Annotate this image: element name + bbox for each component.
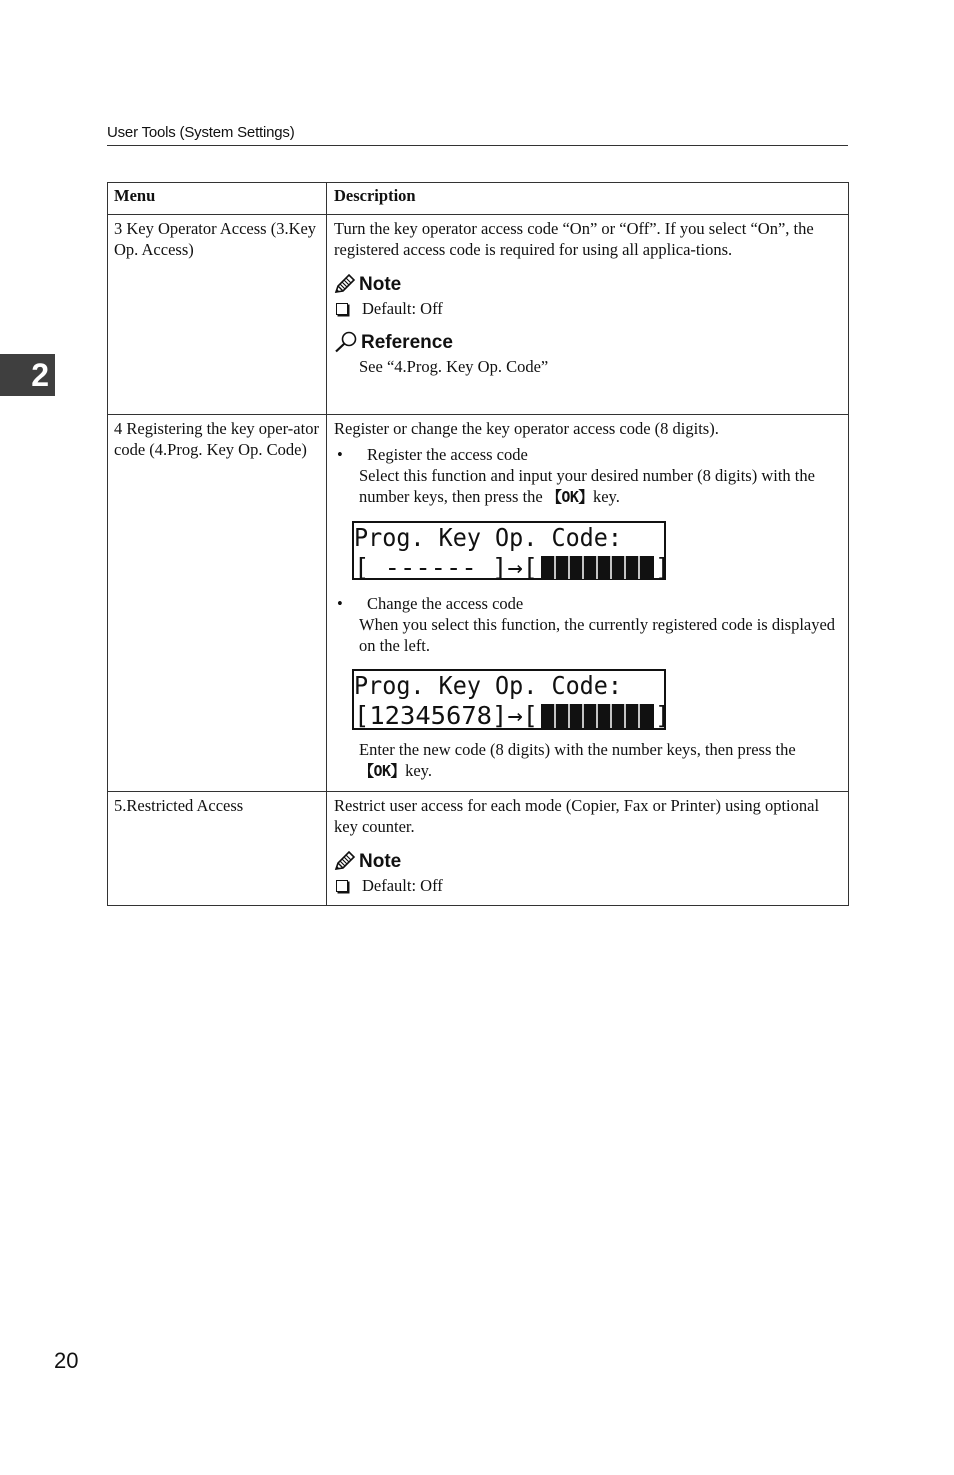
table-row <box>108 215 849 415</box>
description-cell <box>327 215 849 415</box>
lcd-screen <box>354 671 671 730</box>
bullet-title: Change the access code <box>367 594 524 613</box>
chapter-tab: 2 <box>0 354 55 396</box>
after-text-body: Enter the new code (8 digits) with the number keys, then press the <box>359 740 796 759</box>
reference-heading <box>334 330 840 354</box>
running-header <box>107 122 848 146</box>
settings-table <box>107 182 849 906</box>
menu-cell: 5.Restricted Access <box>108 792 327 906</box>
description-text: Register or change the key operator access code (8 digits). <box>334 419 719 438</box>
bullet-body-text: Select this function and input your desired number (8 digits) with the number keys, then press the <box>359 466 815 506</box>
bullet-body <box>334 465 840 508</box>
lcd-cursor-blocks <box>541 704 654 728</box>
ok-key-label: 【OK】 <box>359 762 406 780</box>
note-item <box>334 875 840 896</box>
bullet-title: Register the access code <box>367 445 528 464</box>
ok-key-label: 【OK】 <box>546 488 593 506</box>
list-item <box>334 593 840 614</box>
table-row <box>108 792 849 906</box>
checkbox-bullet-icon <box>336 303 348 315</box>
lcd-display-register <box>352 521 671 582</box>
page-number: 20 <box>54 1348 79 1373</box>
note-item-text: Default: Off <box>362 299 443 318</box>
description-text: Restrict user access for each mode (Copier, Fax or Printer) using optional key counter. <box>334 796 820 836</box>
lcd-cursor-blocks <box>541 556 654 579</box>
lcd-line-2: [12345678]→[ <box>354 701 538 730</box>
reference-label: Reference <box>361 331 453 353</box>
menu-column-header: Menu <box>108 183 327 215</box>
note-item-text: Default: Off <box>362 876 443 895</box>
description-cell <box>327 415 849 792</box>
after-text-end: key. <box>405 761 432 780</box>
description-cell <box>327 792 849 906</box>
after-text <box>334 739 840 782</box>
bullet-body: When you select this function, the currently registered code is displayed on the left. <box>359 615 836 655</box>
description-column-header: Description <box>327 183 849 215</box>
pencil-icon <box>334 851 356 871</box>
table-row <box>108 415 849 792</box>
table-header-row <box>108 183 849 215</box>
lcd-line-1: Prog. Key Op. Code: <box>354 671 622 700</box>
menu-cell: 3 Key Operator Access (3.Key Op. Access) <box>108 215 327 415</box>
lcd-display-change <box>352 669 671 730</box>
lcd-line-2: [ ------ ]→[ <box>354 553 538 582</box>
note-heading <box>334 849 840 873</box>
lcd-screen <box>354 523 671 582</box>
bullet-body-text-end: key. <box>592 487 620 506</box>
bullet-icon: • <box>337 594 343 613</box>
note-heading <box>334 272 840 296</box>
note-label: Note <box>359 273 402 295</box>
lcd-bracket-close: ] <box>655 701 671 730</box>
lcd-line-1: Prog. Key Op. Code: <box>354 523 622 552</box>
list-item <box>334 444 840 465</box>
header-title: User Tools (System Settings) <box>107 124 295 141</box>
checkbox-bullet-icon <box>336 880 348 892</box>
note-label: Note <box>359 850 402 872</box>
description-text: Turn the key operator access code “On” or “Off”. If you select “On”, the registered access code is required for using all applica-tions. <box>334 219 814 259</box>
bullet-icon: • <box>337 445 343 464</box>
pencil-icon <box>334 274 356 294</box>
magnifier-icon <box>334 331 358 353</box>
note-item <box>334 298 840 319</box>
reference-text: See “4.Prog. Key Op. Code” <box>359 357 549 376</box>
lcd-bracket-close: ] <box>655 553 671 582</box>
menu-cell: 4 Registering the key oper-ator code (4.Prog. Key Op. Code) <box>108 415 327 792</box>
